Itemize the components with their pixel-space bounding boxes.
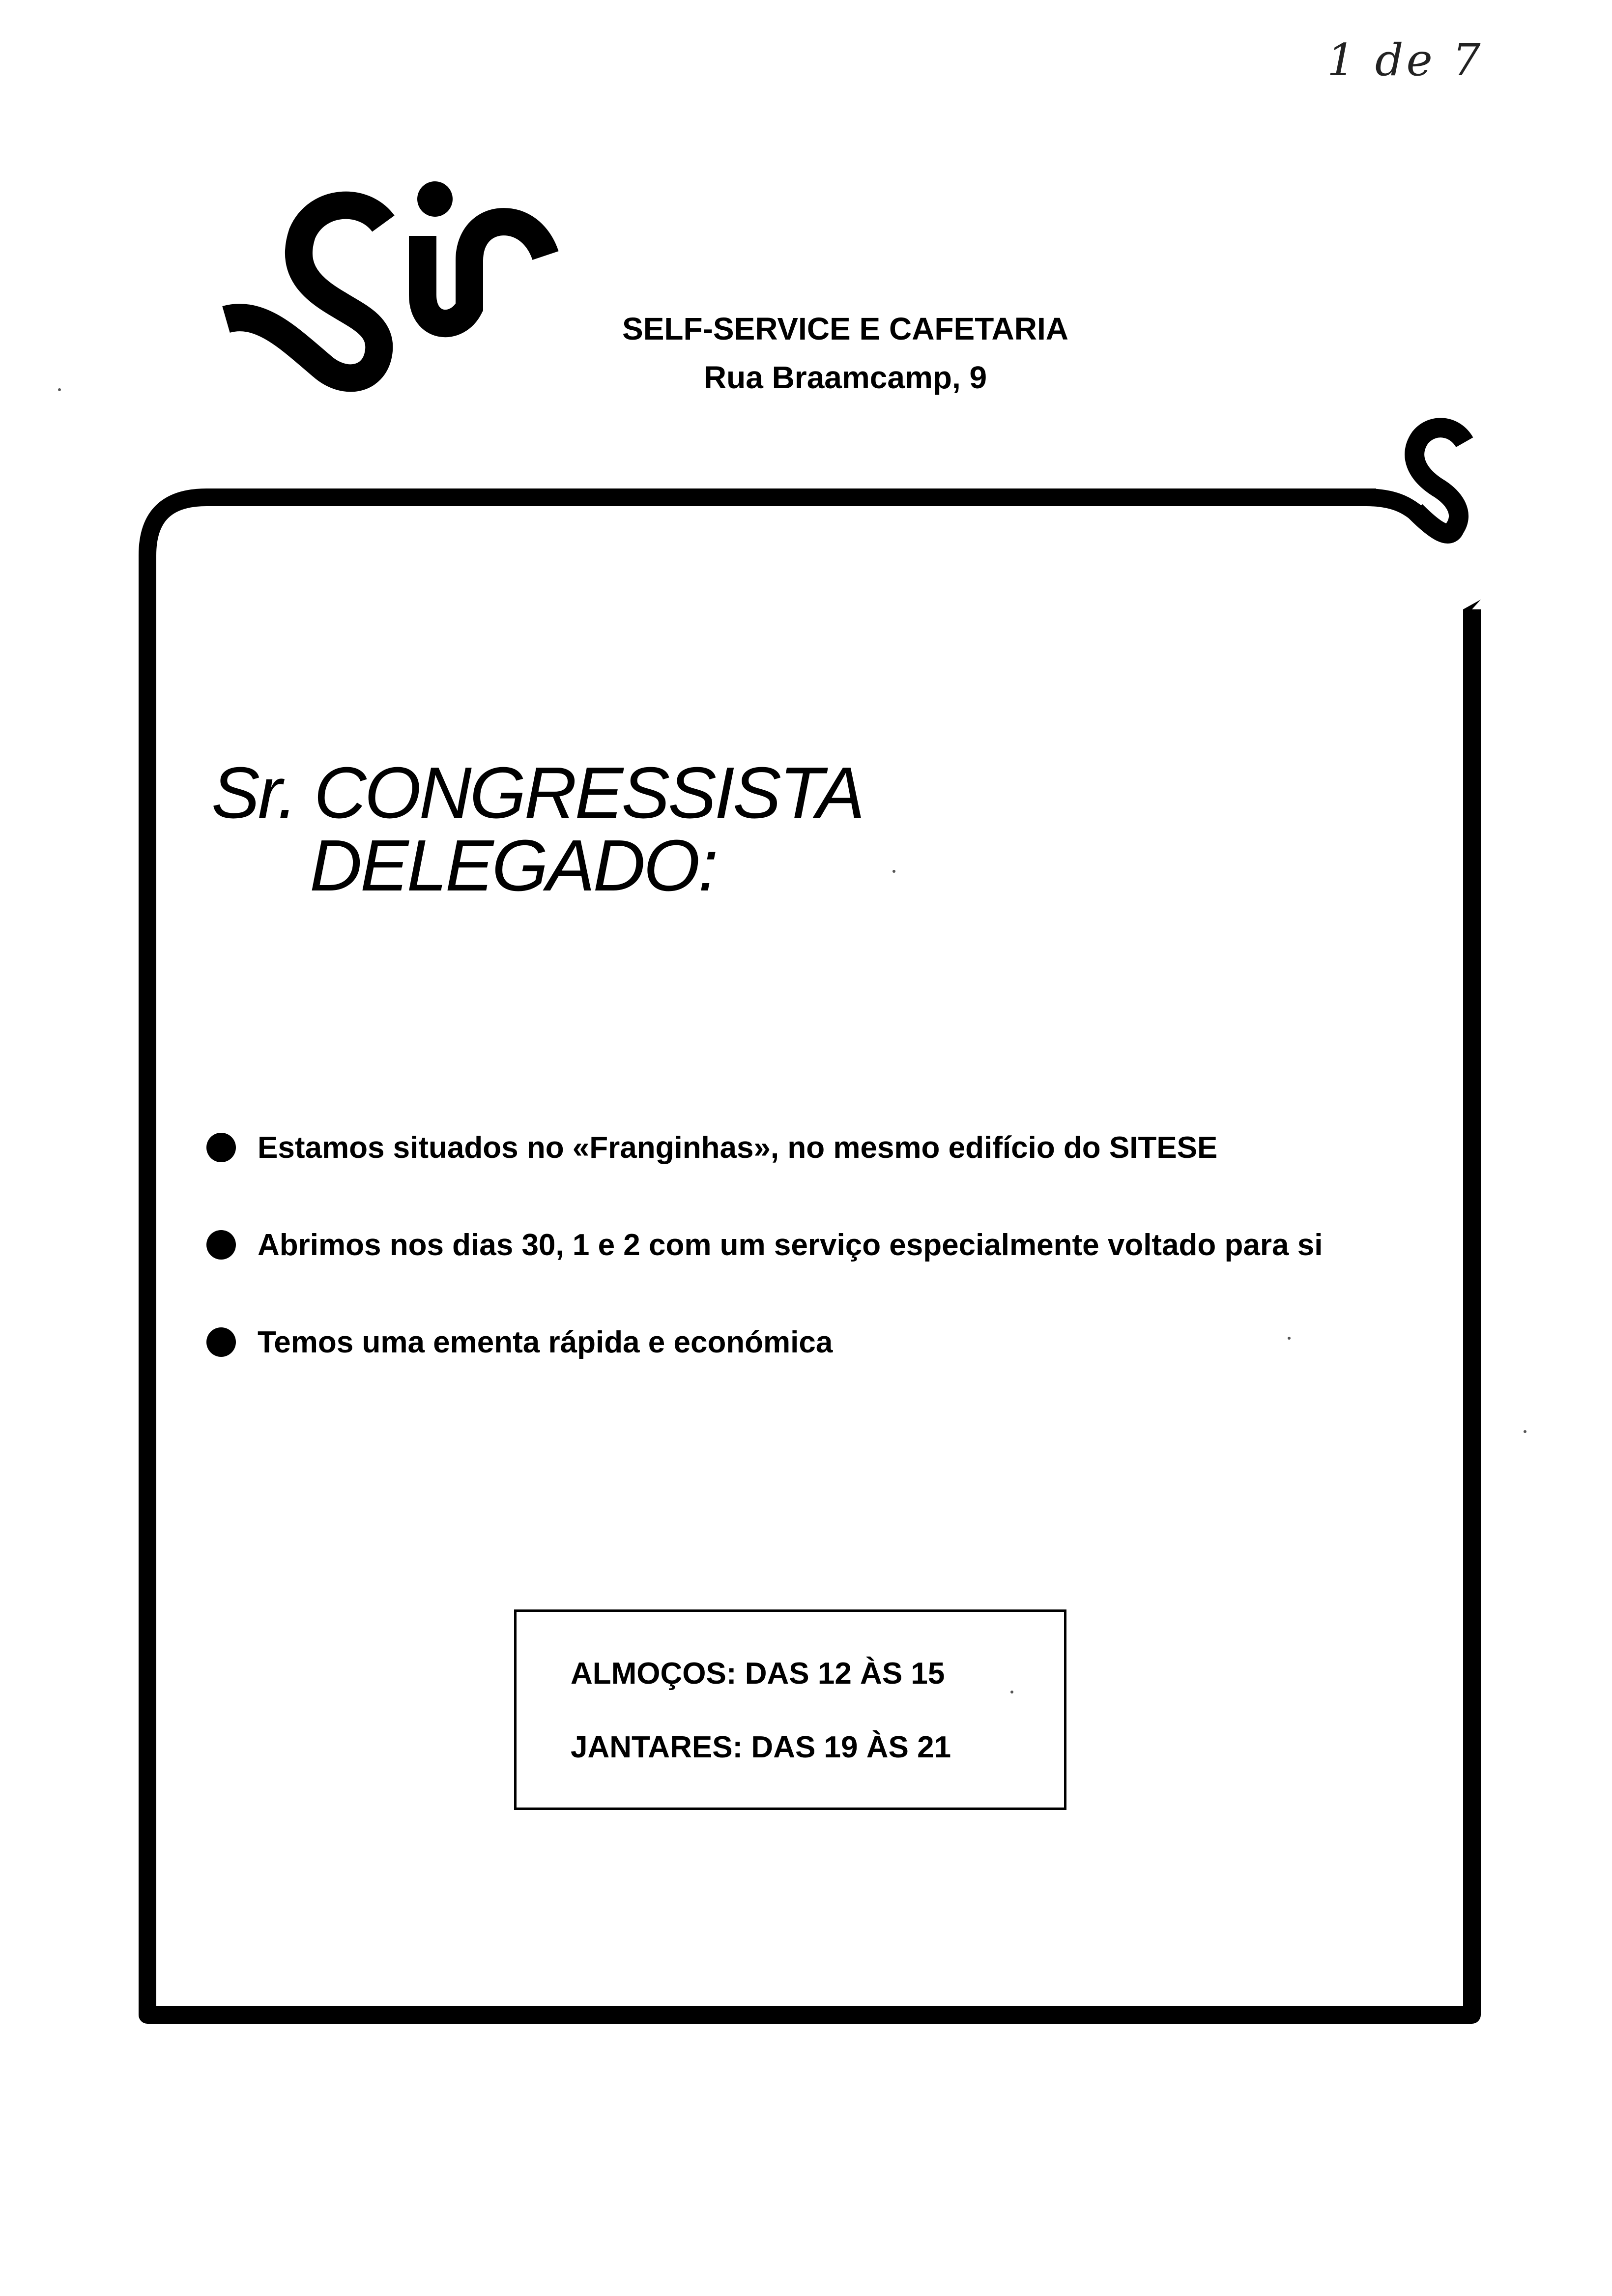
list-item-text: Estamos situados no «Franginhas», no mesmo edifício do SITESE (258, 1130, 1218, 1165)
list-item-text: Temos uma ementa rápida e económica (258, 1325, 833, 1359)
page-title (211, 752, 863, 906)
scan-speck (1010, 1691, 1013, 1693)
sir-logo (216, 177, 570, 403)
dinner-hours: JANTARES: DAS 19 ÀS 21 (571, 1730, 951, 1764)
handwritten-page-note: 1 de 7 (1327, 34, 1484, 86)
bullet-icon (206, 1327, 236, 1357)
frame-s-swash (1414, 428, 1465, 534)
scan-speck (892, 870, 895, 873)
bullet-icon (206, 1230, 236, 1260)
feature-list (206, 1130, 1323, 1422)
heading-line-1: Sr. CONGRESSISTA (211, 752, 863, 833)
bullet-icon (206, 1133, 236, 1162)
list-item (206, 1130, 1323, 1165)
scan-speck (1524, 1430, 1526, 1433)
scan-speck (1288, 1337, 1291, 1340)
lunch-hours: ALMOÇOS: DAS 12 ÀS 15 (571, 1657, 945, 1691)
business-header (590, 305, 1101, 402)
list-item-text: Abrimos nos dias 30, 1 e 2 com um serviço especialmente voltado para si (258, 1228, 1323, 1262)
opening-hours-box (514, 1609, 1066, 1810)
list-item (206, 1228, 1323, 1262)
business-address: Rua Braamcamp, 9 (703, 360, 987, 396)
heading-line-2: DELEGADO: (310, 825, 717, 906)
list-item (206, 1325, 1323, 1359)
business-type: SELF-SERVICE E CAFETARIA (622, 311, 1068, 346)
scan-speck (58, 388, 61, 391)
